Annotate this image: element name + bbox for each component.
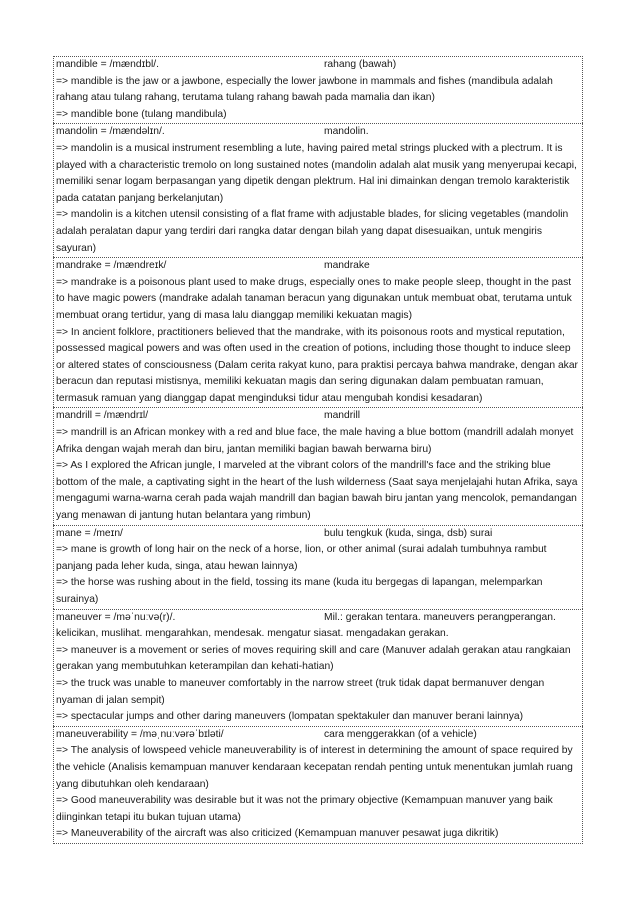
entry-translation: bulu tengkuk (kuda, singa, dsb) surai (324, 527, 493, 539)
entry-term: maneuver = /məˈnuːvə(r)/. (56, 611, 176, 623)
entry-line: => spectacular jumps and other daring maneuvers (lompatan spektakuler dan manuver berani lainnya) (56, 711, 524, 723)
entry-term: mandrake = /mændreɪk/ (56, 260, 167, 272)
entry-line: => mandrake is a poisonous plant used to make drugs, especially ones to make people sleep, thought in the past to have magic powers (mandrake adalah tanaman beracun yang digunakan untuk membuat obat, terutama untuk membuat orang tertidur, yang di masa lalu dianggap memiliki kekuatan magis) (56, 276, 572, 321)
entry-mandolin (53, 123, 583, 257)
entry-mandible (53, 56, 583, 123)
entry-line: => mandible is the jaw or a jawbone, especially the lower jawbone in mammals and fishes (mandibula adalah rahang atau tulang rahang, terutama tulang rahang bawah pada mamalia dan ikan) (56, 75, 553, 104)
entry-header (56, 258, 580, 275)
entry-line: => mandolin is a kitchen utensil consisting of a flat frame with adjustable blades, for slicing vegetables (mandolin adalah peralatan dapur yang terdiri dari rangka datar dengan bilah yang dapat disesuaikan, untuk mengiris sayuran) (56, 209, 569, 254)
entry-term: mandrill = /mændrɪl/ (56, 410, 149, 422)
entry-term: mandible = /mændɪbl/. (56, 59, 159, 70)
entry-line: => The analysis of lowspeed vehicle maneuverability is of interest in determining the amount of space required by the vehicle (Analisis kemampuan manuver kendaraan kecepatan rendah penting untuk menentukan jumlah ruang yang dibutuhkan oleh kendaraan) (56, 745, 573, 790)
entry-line: => As I explored the African jungle, I marveled at the vibrant colors of the mandrill's face and the striking blue bottom of the male, a captivating sight in the heart of the lush wilderness (Saat saya menjelajahi hutan Afrika, saya mengagumi warna-warna cerah pada wajah mandrill dan bagian bawah biru jantan yang mencolok, pemandangan yang menawan di jantung hutan belantara yang rimbun) (56, 460, 578, 522)
entry-line: => mandible bone (tulang mandibula) (56, 108, 227, 120)
vocabulary-table (53, 56, 583, 844)
entry-line: => Good maneuverability was desirable but it was not the primary objective (Kemampuan manuver yang baik diinginkan tetapi itu bukan tujuan utama) (56, 795, 553, 823)
entry-term: mandolin = /mændəlɪn/. (56, 126, 165, 138)
entry-maneuverability (53, 726, 583, 844)
entry-header (56, 408, 580, 425)
entry-header (56, 526, 580, 543)
entry-term: mane = /meɪn/ (56, 527, 123, 539)
entry-line: kelicikan, muslihat. mengarahkan, mendesak. mengatur siasat. mengadakan gerakan. (56, 628, 449, 640)
entry-mandrill (53, 407, 583, 524)
entry-header (56, 727, 580, 744)
entry-line: => the truck was unable to maneuver comfortably in the narrow street (truk tidak dapat bermanuver dengan nyaman di jalan sempit) (56, 677, 545, 706)
entry-maneuver (53, 609, 583, 726)
entry-translation: Mil.: gerakan tentara. maneuvers perangperangan. (324, 611, 556, 623)
entry-header (56, 57, 580, 74)
entry-mandrake (53, 257, 583, 407)
entry-translation: mandrake (324, 260, 370, 272)
entry-translation: mandrill (324, 410, 361, 422)
entry-translation: rahang (bawah) (324, 59, 397, 70)
entry-header (56, 610, 580, 627)
entry-line: => mandrill is an African monkey with a red and blue face, the male having a blue bottom (mandrill adalah monyet Afrika dengan wajah merah dan biru, jantan memiliki bagian bawah berwarna biru) (56, 427, 574, 455)
entry-line: => Maneuverability of the aircraft was also criticized (Kemampuan manuver pesawat juga dikritik) (56, 828, 499, 840)
entry-translation: mandolin. (324, 126, 369, 138)
entry-mane (53, 525, 583, 609)
entry-line: => maneuver is a movement or series of moves requiring skill and care (Manuver adalah gerakan atau rangkaian gerakan yang membutuhkan keterampilan dan kehati-hatian) (56, 644, 571, 673)
entry-line: => In ancient folklore, practitioners believed that the mandrake, with its poisonous roots and mystical reputation, possessed magical powers and was often used in the creation of potions, including those thought to induce sleep or altered states of consciousness (Dalam cerita rakyat kuno, para praktisi percaya bahwa mandrake, dengan akar beracun dan reputasi mistisnya, memiliki kekuatan magis dan sering digunakan dalam pembuatan ramuan, termasuk ramuan yang dianggap dapat menginduksi tidur atau mengubah kondisi kesadaran) (56, 326, 578, 404)
entry-term: maneuverability = /məˌnuːvərəˈbɪləti/ (56, 728, 224, 740)
entry-line: => mane is growth of long hair on the neck of a horse, lion, or other animal (surai adalah tumbuhnya rambut panjang pada leher kuda, singa, atau hewan lainnya) (56, 544, 547, 572)
entry-line: => mandolin is a musical instrument resembling a lute, having paired metal strings plucked with a plectrum. It is played with a characteristic tremolo on long sustained notes (mandolin adalah alat musik yang menyerupai kecapi, memiliki senar logam berpasangan yang dipetik dengan plektrum. Hal ini dimainkan dengan tremolo karakteristik pada catatan panjang berkelanjutan) (56, 142, 577, 204)
entry-line: => the horse was rushing about in the field, tossing its mane (kuda itu bergegas di lapangan, melemparkan surainya) (56, 577, 543, 605)
entry-header (56, 124, 580, 141)
entry-translation: cara menggerakkan (of a vehicle) (324, 728, 477, 740)
